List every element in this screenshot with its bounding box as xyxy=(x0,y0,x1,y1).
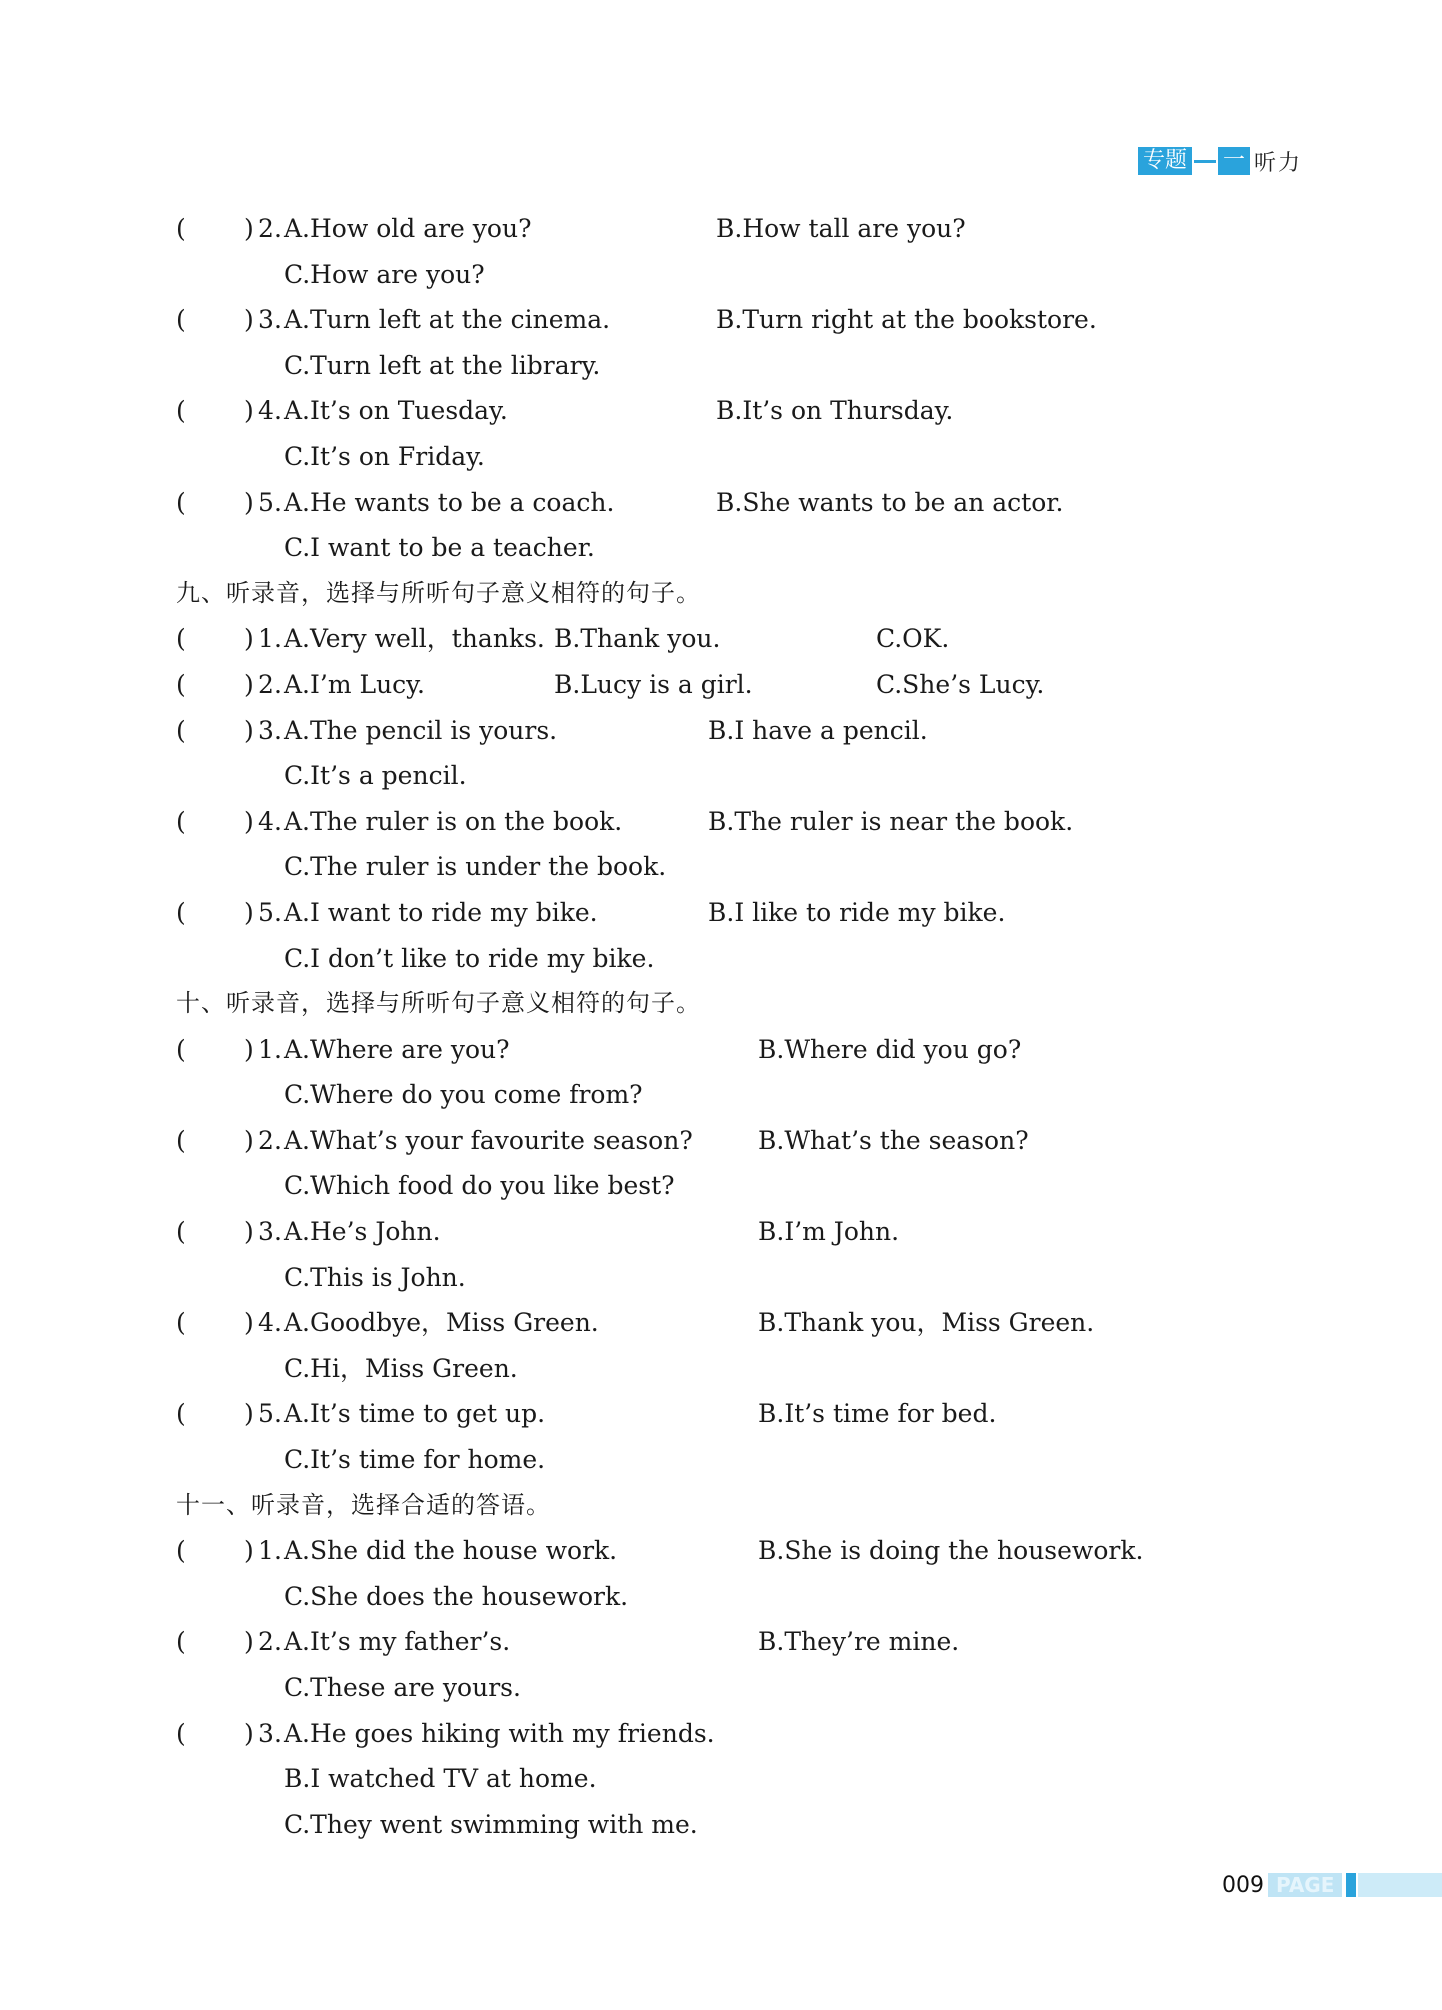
option-b: B.Where did you go? xyxy=(758,1034,1022,1064)
option-b: B.Lucy is a girl. xyxy=(554,669,753,699)
option-a: A.How old are you? xyxy=(284,214,532,243)
option-text: B.I watched TV at home. xyxy=(284,1764,597,1794)
page-marker xyxy=(1346,1873,1356,1897)
section-heading xyxy=(176,1483,1356,1529)
question-number: 1 xyxy=(258,624,274,654)
option-a: A.Very well，thanks. xyxy=(284,624,545,654)
option-continuation-row xyxy=(176,1574,1356,1620)
question-dot: . xyxy=(274,1536,282,1566)
answer-blank-close: ) xyxy=(244,1718,254,1748)
answer-blank-close: ) xyxy=(244,1217,254,1247)
question-row xyxy=(176,662,1356,708)
answer-blank-close: ) xyxy=(244,487,254,517)
question-number: 5 xyxy=(258,1399,274,1429)
answer-blank-close: ) xyxy=(244,1536,254,1566)
option-b: B.Thank you. xyxy=(554,624,721,654)
option-a: A.He’s John. xyxy=(284,1217,441,1247)
option-a: A.He wants to be a coach. xyxy=(284,487,615,517)
exercise-content xyxy=(176,206,1356,1847)
question-row xyxy=(176,297,1356,343)
question-row xyxy=(176,1209,1356,1255)
question-number: 4 xyxy=(258,806,274,836)
answer-blank-close: ) xyxy=(244,669,254,699)
answer-blank-close: ) xyxy=(244,1399,254,1429)
option-text: C.I want to be a teacher. xyxy=(284,533,595,563)
question-row xyxy=(176,388,1356,434)
answer-blank-close: ) xyxy=(244,715,254,745)
question-dot: . xyxy=(274,1627,282,1657)
answer-blank-open: ( xyxy=(176,1536,186,1566)
option-continuation-row xyxy=(176,844,1356,890)
question-row xyxy=(176,1619,1356,1665)
question-number: 3 xyxy=(258,715,274,745)
answer-blank-open: ( xyxy=(176,1217,186,1247)
answer-blank-open: ( xyxy=(176,1399,186,1429)
answer-blank-open: ( xyxy=(176,1308,186,1338)
option-continuation-row xyxy=(176,753,1356,799)
answer-blank-close: ) xyxy=(244,1627,254,1657)
option-a: A.The ruler is on the book. xyxy=(284,806,623,836)
answer-blank-open: ( xyxy=(176,669,186,699)
option-b: B.She is doing the housework. xyxy=(758,1536,1144,1566)
option-continuation-row xyxy=(176,252,1356,298)
question-dot: . xyxy=(274,715,282,745)
option-text: C.It’s on Friday. xyxy=(284,441,485,471)
option-a: A.It’s on Tuesday. xyxy=(284,396,508,426)
option-continuation-row xyxy=(176,1255,1356,1301)
chapter-title: 听力 xyxy=(1254,150,1303,176)
option-text: C.This is John. xyxy=(284,1262,466,1292)
section-title: 十、听录音，选择与所听句子意义相符的句子。 xyxy=(176,989,701,1018)
question-dot: . xyxy=(274,624,282,654)
option-a: A.It’s my father’s. xyxy=(284,1627,511,1657)
question-row xyxy=(176,1300,1356,1346)
question-row xyxy=(176,890,1356,936)
option-b: B.I have a pencil. xyxy=(708,715,928,745)
question-dot: . xyxy=(274,214,282,243)
option-b: B.I’m John. xyxy=(758,1217,900,1247)
question-number: 4 xyxy=(258,1308,274,1338)
option-c: C.She’s Lucy. xyxy=(876,669,1045,699)
question-dot: . xyxy=(274,305,282,335)
option-b: B.They’re mine. xyxy=(758,1627,960,1657)
answer-blank-open: ( xyxy=(176,1627,186,1657)
question-dot: . xyxy=(274,897,282,927)
option-text: C.Which food do you like best? xyxy=(284,1171,675,1201)
question-dot: . xyxy=(274,1718,282,1748)
question-row xyxy=(176,1528,1356,1574)
answer-blank-open: ( xyxy=(176,1034,186,1064)
question-row xyxy=(176,799,1356,845)
option-a: A.The pencil is yours. xyxy=(284,715,558,745)
answer-blank-close: ) xyxy=(244,1034,254,1064)
option-text: C.It’s a pencil. xyxy=(284,761,467,791)
answer-blank-open: ( xyxy=(176,214,186,243)
question-dot: . xyxy=(274,487,282,517)
option-a: A.Goodbye，Miss Green. xyxy=(284,1308,599,1338)
option-text: C.It’s time for home. xyxy=(284,1445,546,1475)
question-dot: . xyxy=(274,1217,282,1247)
question-number: 1 xyxy=(258,1536,274,1566)
answer-blank-open: ( xyxy=(176,897,186,927)
question-row xyxy=(176,480,1356,526)
option-continuation-row xyxy=(176,1072,1356,1118)
question-number: 4 xyxy=(258,396,274,426)
answer-blank-close: ) xyxy=(244,305,254,335)
question-row xyxy=(176,1118,1356,1164)
option-b: B.It’s time for bed. xyxy=(758,1399,997,1429)
option-text: C.The ruler is under the book. xyxy=(284,852,667,882)
option-b: B.Thank you，Miss Green. xyxy=(758,1308,1095,1338)
option-continuation-row xyxy=(176,1346,1356,1392)
chapter-tag-divider xyxy=(1194,160,1216,163)
question-dot: . xyxy=(274,806,282,836)
question-row xyxy=(176,1711,1356,1757)
answer-blank-open: ( xyxy=(176,624,186,654)
question-number: 5 xyxy=(258,487,274,517)
option-continuation-row xyxy=(176,525,1356,571)
question-row xyxy=(176,708,1356,754)
question-row xyxy=(176,1027,1356,1073)
answer-blank-open: ( xyxy=(176,487,186,517)
chapter-tag xyxy=(1138,147,1302,175)
question-row xyxy=(176,616,1356,662)
option-a: A.What’s your favourite season? xyxy=(284,1125,693,1155)
option-text: C.These are yours. xyxy=(284,1673,521,1702)
question-number: 2 xyxy=(258,1125,274,1155)
answer-blank-open: ( xyxy=(176,396,186,426)
question-dot: . xyxy=(274,1399,282,1429)
option-a: A.I want to ride my bike. xyxy=(284,897,598,927)
question-number: 5 xyxy=(258,897,274,927)
option-a: A.He goes hiking with my friends. xyxy=(284,1718,715,1748)
answer-blank-close: ) xyxy=(244,1308,254,1338)
section-heading xyxy=(176,571,1356,617)
option-a: A.She did the house work. xyxy=(284,1536,618,1566)
option-continuation-row xyxy=(176,936,1356,982)
question-dot: . xyxy=(274,1125,282,1155)
option-text: C.Turn left at the library. xyxy=(284,350,601,380)
option-b: B.What’s the season? xyxy=(758,1125,1029,1155)
question-dot: . xyxy=(274,669,282,699)
option-b: B.How tall are you? xyxy=(716,214,966,243)
answer-blank-close: ) xyxy=(244,214,254,243)
answer-blank-open: ( xyxy=(176,806,186,836)
question-number: 2 xyxy=(258,1627,274,1657)
option-continuation-row xyxy=(176,434,1356,480)
question-dot: . xyxy=(274,396,282,426)
answer-blank-close: ) xyxy=(244,396,254,426)
option-continuation-row xyxy=(176,1163,1356,1209)
page-footer xyxy=(1222,1872,1442,1898)
chapter-tag-label: 专题 xyxy=(1138,147,1192,175)
question-dot: . xyxy=(274,1034,282,1064)
question-number: 2 xyxy=(258,669,274,699)
question-row xyxy=(176,1391,1356,1437)
page-bar xyxy=(1358,1873,1442,1897)
option-continuation-row xyxy=(176,1437,1356,1483)
option-text: C.How are you? xyxy=(284,259,485,289)
option-a: A.It’s time to get up. xyxy=(284,1399,546,1429)
option-text: C.Where do you come from? xyxy=(284,1080,643,1110)
option-b: B.Turn right at the bookstore. xyxy=(716,305,1097,335)
answer-blank-close: ) xyxy=(244,624,254,654)
chapter-tag-number: 一 xyxy=(1218,147,1250,175)
option-continuation-row xyxy=(176,1756,1356,1802)
answer-blank-close: ) xyxy=(244,1125,254,1155)
answer-blank-open: ( xyxy=(176,1718,186,1748)
option-b: B.I like to ride my bike. xyxy=(708,897,1006,927)
question-number: 1 xyxy=(258,1034,274,1064)
option-continuation-row xyxy=(176,1802,1356,1848)
option-a: A.I’m Lucy. xyxy=(284,669,425,699)
answer-blank-open: ( xyxy=(176,1125,186,1155)
option-text: C.She does the housework. xyxy=(284,1581,629,1611)
option-c: C.OK. xyxy=(876,624,950,654)
question-number: 2 xyxy=(258,214,274,243)
option-text: C.Hi，Miss Green. xyxy=(284,1353,518,1383)
answer-blank-close: ) xyxy=(244,806,254,836)
option-continuation-row xyxy=(176,1665,1356,1711)
question-row xyxy=(176,206,1356,252)
option-b: B.The ruler is near the book. xyxy=(708,806,1074,836)
section-title: 十一、听录音，选择合适的答语。 xyxy=(176,1490,551,1519)
question-number: 3 xyxy=(258,305,274,335)
option-text: C.They went swimming with me. xyxy=(284,1809,698,1839)
page-label: PAGE xyxy=(1268,1873,1342,1897)
answer-blank-close: ) xyxy=(244,897,254,927)
answer-blank-open: ( xyxy=(176,715,186,745)
option-a: A.Turn left at the cinema. xyxy=(284,305,611,335)
option-text: C.I don’t like to ride my bike. xyxy=(284,943,655,973)
question-dot: . xyxy=(274,1308,282,1338)
question-number: 3 xyxy=(258,1217,274,1247)
page-number: 009 xyxy=(1222,1872,1264,1898)
section-title: 九、听录音，选择与所听句子意义相符的句子。 xyxy=(176,578,701,607)
option-b: B.She wants to be an actor. xyxy=(716,487,1064,517)
question-number: 3 xyxy=(258,1718,274,1748)
option-b: B.It’s on Thursday. xyxy=(716,396,954,426)
answer-blank-open: ( xyxy=(176,305,186,335)
section-heading xyxy=(176,981,1356,1027)
option-a: A.Where are you? xyxy=(284,1034,510,1064)
option-continuation-row xyxy=(176,343,1356,389)
